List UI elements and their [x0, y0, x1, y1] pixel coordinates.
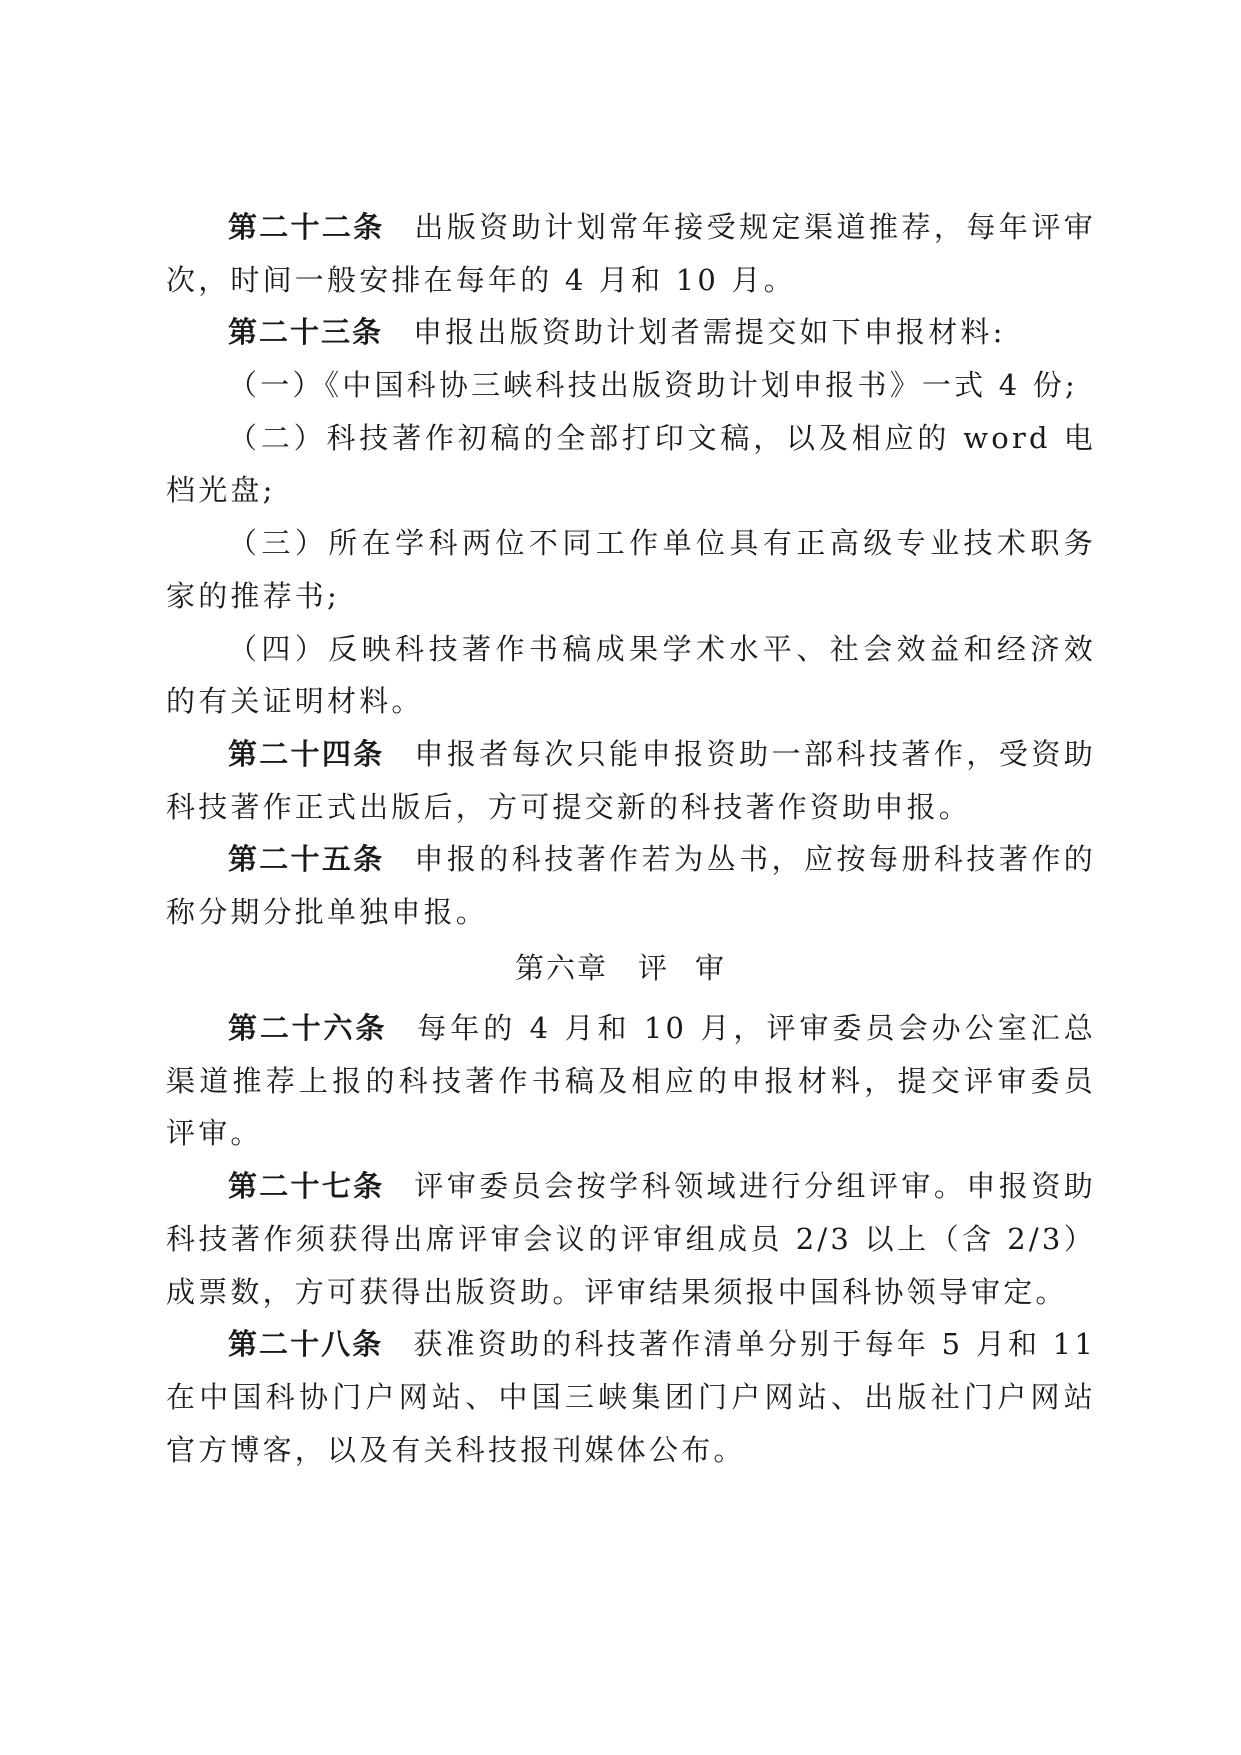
chapter-heading: [0, 948, 1241, 988]
article-24-line-2: 科技著作正式出版后，方可提交新的科技著作资助申报。: [166, 790, 972, 824]
article-25-label: 第二十五条: [228, 842, 385, 876]
article-25-line-1: [228, 839, 1096, 879]
item-4-line-1: （四）反映科技著作书稿成果学术水平、社会效益和经济效: [228, 632, 1096, 666]
chapter-title-char-1: 评: [637, 951, 669, 985]
article-26-line-1: [228, 1008, 1096, 1048]
item-2-line-2: 档光盘;: [166, 473, 276, 507]
article-27-line-2: 科技著作须获得出席评审会议的评审组成员 2/3 以上（含 2/3）: [166, 1222, 1096, 1256]
article-24-label: 第二十四条: [228, 737, 385, 771]
article-28-text-1: 获准资助的科技著作清单分别于每年 5 月和 11: [413, 1327, 1096, 1361]
article-26-line-2: 渠道推荐上报的科技著作书稿及相应的申报材料，提交评审委员: [166, 1064, 1096, 1098]
article-24-line-1: [228, 734, 1096, 774]
article-27-label: 第二十七条: [228, 1169, 385, 1203]
article-26-line-3: 评审。: [166, 1116, 263, 1150]
article-24-text-1: 申报者每次只能申报资助一部科技著作，受资助: [414, 737, 1096, 771]
article-28-line-3: 官方博客，以及有关科技报刊媒体公布。: [166, 1433, 746, 1467]
item-3-line-1: （三）所在学科两位不同工作单位具有正高级专业技术职务: [228, 526, 1096, 560]
article-22-text-1: 出版资助计划常年接受规定渠道推荐，每年评审: [414, 210, 1096, 244]
article-26-text-1: 每年的 4 月和 10 月，评审委员会办公室汇总: [417, 1011, 1096, 1045]
chapter-title-char-2: 审: [695, 951, 727, 985]
article-27-line-1: [228, 1166, 1096, 1206]
article-23-text-1: 申报出版资助计划者需提交如下申报材料:: [413, 315, 1006, 349]
item-3-line-2: 家的推荐书;: [166, 579, 340, 613]
article-22-line-2: 次，时间一般安排在每年的 4 月和 10 月。: [166, 263, 796, 297]
article-23-line-1: [228, 312, 1096, 352]
item-4-line-2: 的有关证明材料。: [166, 684, 424, 718]
item-2-line-1: （二）科技著作初稿的全部打印文稿，以及相应的 word 电: [228, 421, 1096, 455]
article-27-line-3: 成票数，方可获得出版资助。评审结果须报中国科协领导审定。: [166, 1275, 1068, 1309]
article-23-label: 第二十三条: [228, 315, 384, 349]
article-25-line-2: 称分期分批单独申报。: [166, 895, 489, 929]
article-22-line-1: [228, 207, 1096, 247]
article-28-line-1: [228, 1324, 1096, 1364]
item-1-line: （一）《中国科协三峡科技出版资助计划申报书》一式 4 份;: [228, 368, 1078, 402]
article-28-line-2: 在中国科协门户网站、中国三峡集团门户网站、出版社门户网站: [166, 1380, 1096, 1414]
article-26-label: 第二十六条: [228, 1011, 388, 1045]
article-25-text-1: 申报的科技著作若为丛书，应按每册科技著作的: [414, 842, 1096, 876]
chapter-label: 第六章: [514, 951, 608, 985]
article-28-label: 第二十八条: [228, 1327, 384, 1361]
article-27-text-1: 评审委员会按学科领域进行分组评审。申报资助: [414, 1169, 1096, 1203]
article-22-label: 第二十二条: [228, 210, 385, 244]
